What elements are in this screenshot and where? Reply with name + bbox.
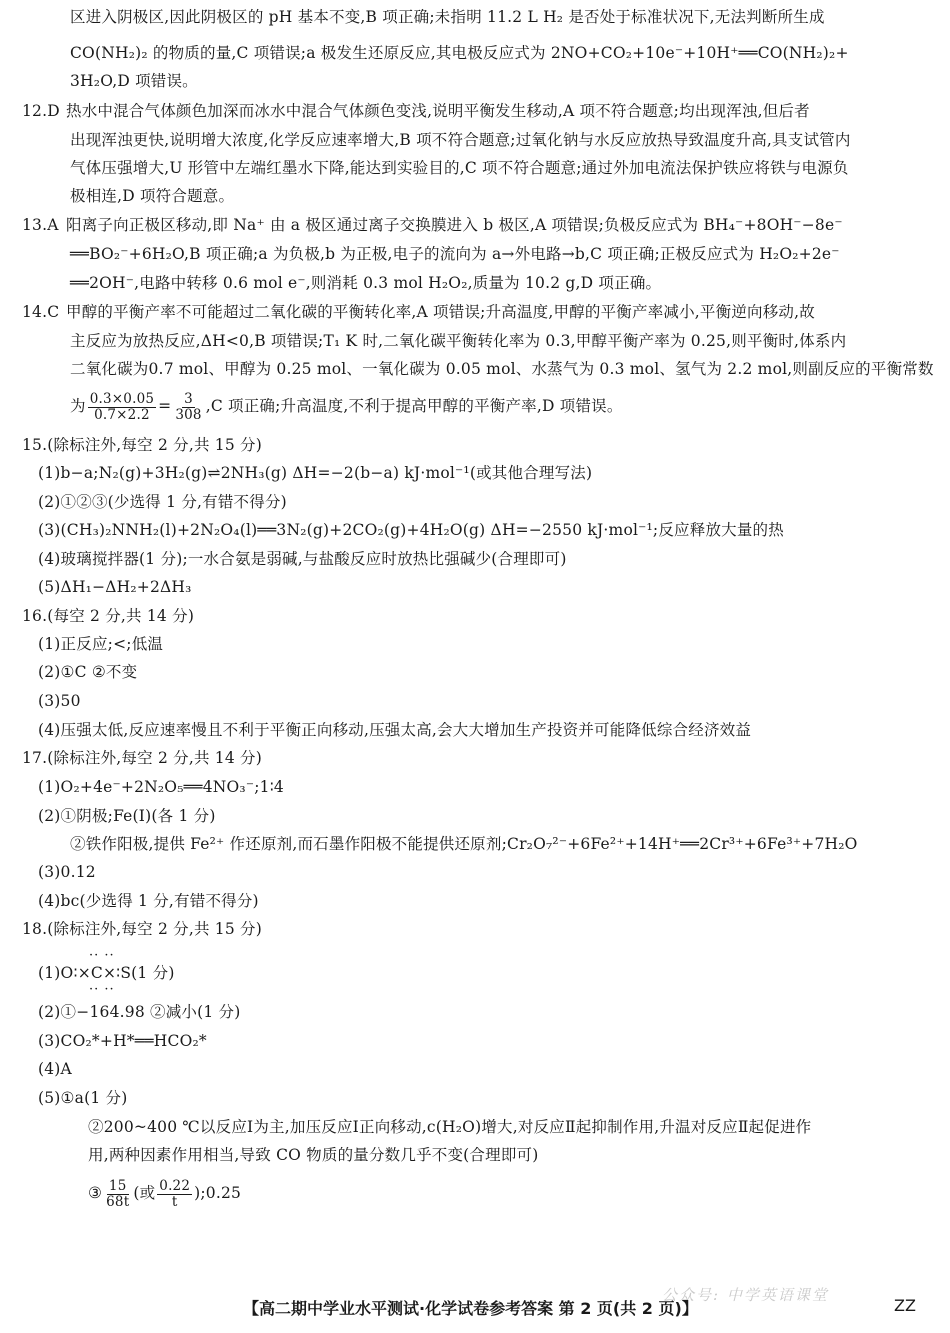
page-footer: 【高二期中学业水平测试·化学试卷参考答案 第 2 页(共 2 页)】 <box>243 1299 698 1318</box>
text-fragment: (或 <box>133 1184 156 1202</box>
text-line: 出现浑浊更快,说明增大浓度,化学反应速率增大,B 项不符合题意;过氧化钠与水反应放热导致温度升高,具支试管内 <box>70 131 851 149</box>
text-line: ══2OH⁻,电路中转移 0.6 mol e⁻,则消耗 0.3 mol H₂O₂,质量为 10.2 g,D 项正确。 <box>70 274 662 292</box>
answer-number: 14.C <box>22 303 60 321</box>
text-line: (4)玻璃搅拌器(1 分);一水合氨是弱碱,与盐酸反应时放热比强碱少(合理即可) <box>38 550 567 568</box>
fraction-numerator: 0.3×0.05 <box>89 390 155 407</box>
fraction <box>104 1179 131 1210</box>
text-fragment: ,C 项正确;升高温度,不利于提高甲醇的平衡产率,D 项错误。 <box>205 397 623 415</box>
text-line: (4)压强太低,反应速率慢且不利于平衡正向移动,压强太高,会大大增加生产投资并可能降低综合经济效益 <box>38 721 752 739</box>
text-line: (3)0.12 <box>38 863 96 881</box>
text-line: (1)O∶×C×∶S(1 分) <box>38 964 175 982</box>
fraction-line <box>88 1176 241 1210</box>
fraction-denominator: t <box>171 1193 178 1210</box>
text-line: (2)①C ②不变 <box>38 663 138 681</box>
text-line: 3H₂O,D 项错误。 <box>70 72 198 90</box>
text-line: (2)①−164.98 ②减小(1 分) <box>38 1003 241 1021</box>
text-line: (1)O₂+4e⁻+2N₂O₅══4NO₃⁻;1∶4 <box>38 778 284 796</box>
fraction-numerator: 3 <box>184 390 193 407</box>
text-line: (4)bc(少选得 1 分,有错不得分) <box>38 892 259 910</box>
text-line: ②铁作阳极,提供 Fe²⁺ 作还原剂,而石墨作阳极不能提供还原剂;Cr₂O₇²⁻+6Fe²⁺+14H⁺══2Cr³⁺+6Fe³⁺+7H₂O <box>70 835 858 853</box>
fraction <box>157 1179 192 1210</box>
electron-dots-top: ·· ·· <box>89 948 115 963</box>
fraction-numerator: 0.22 <box>159 1177 191 1194</box>
answer-number: 12.D <box>22 102 60 120</box>
text-line: 极相连,D 项符合题意。 <box>70 187 235 205</box>
fraction-line <box>70 390 623 423</box>
equals-sign: = <box>158 397 172 415</box>
answer-number: 13.A <box>22 216 59 234</box>
text-fragment: 为 <box>70 397 86 415</box>
fraction <box>88 392 156 423</box>
text-line: 区进入阴极区,因此阴极区的 pH 基本不变,B 项正确;未指明 11.2 L H₂ 是否处于标准状况下,无法判断所生成 <box>70 8 825 26</box>
question-13 <box>22 214 843 236</box>
text-line: (3)50 <box>38 692 81 710</box>
text-line: (3)(CH₃)₂NNH₂(l)+2N₂O₄(l)══3N₂(g)+2CO₂(g)+4H₂O(g) ΔH=−2550 kJ·mol⁻¹;反应释放大量的热 <box>38 521 784 539</box>
fraction-denominator: 308 <box>175 406 202 423</box>
text-line: (5)ΔH₁−ΔH₂+2ΔH₃ <box>38 578 192 596</box>
fraction-numerator: 15 <box>108 1177 127 1194</box>
text-line: (5)①a(1 分) <box>38 1089 128 1107</box>
text-line: (4)A <box>38 1060 72 1078</box>
text-fragment: ③ <box>88 1184 103 1202</box>
text-line: (2)①②③(少选得 1 分,有错不得分) <box>38 493 287 511</box>
text-line: 气体压强增大,U 形管中左端红墨水下降,能达到实验目的,C 项不符合题意;通过外加电流法保护铁应将铁与电源负 <box>70 159 849 177</box>
text-line: 热水中混合气体颜色加深而冰水中混合气体颜色变浅,说明平衡发生移动,A 项不符合题意;均出现浑浊,但后者 <box>66 102 810 120</box>
text-line: 甲醇的平衡产率不可能超过二氧化碳的平衡转化率,A 项错误;升高温度,甲醇的平衡产率减小,平衡逆向移动,故 <box>66 303 815 321</box>
text-line: 阳离子向正极区移动,即 Na⁺ 由 a 极区通过离子交换膜进入 b 极区,A 项错误;负极反应式为 BH₄⁻+8OH⁻−8e⁻ <box>66 216 843 234</box>
watermark: 公众号: 中学英语课堂 <box>662 1286 829 1304</box>
fraction <box>173 392 203 423</box>
section-heading: 17.(除标注外,每空 2 分,共 14 分) <box>22 749 262 767</box>
question-12 <box>22 100 810 122</box>
text-line: (3)CO₂*+H*══HCO₂* <box>38 1032 207 1050</box>
section-heading: 18.(除标注外,每空 2 分,共 15 分) <box>22 920 262 938</box>
text-fragment: );0.25 <box>194 1184 242 1202</box>
text-line: 二氧化碳为0.7 mol、甲醇为 0.25 mol、一氧化碳为 0.05 mol、水蒸气为 0.3 mol、氢气为 2.2 mol,则副反应的平衡常数 <box>70 360 934 378</box>
text-line: (1)正反应;<;低温 <box>38 635 164 653</box>
text-line: 用,两种因素作用相当,导致 CO 物质的量分数几乎不变(合理即可) <box>88 1146 539 1164</box>
section-heading: 15.(除标注外,每空 2 分,共 15 分) <box>22 436 262 454</box>
footer-code: ZZ <box>894 1296 916 1315</box>
text-line: 主反应为放热反应,ΔH<0,B 项错误;T₁ K 时,二氧化碳平衡转化率为 0.3,甲醇平衡产率为 0.25,则平衡时,体系内 <box>70 332 847 350</box>
section-heading: 16.(每空 2 分,共 14 分) <box>22 607 195 625</box>
text-line: ②200~400 ℃以反应Ⅰ为主,加压反应Ⅰ正向移动,c(H₂O)增大,对反应Ⅱ起抑制作用,升温对反应Ⅱ起促进作 <box>88 1118 812 1136</box>
text-line: (2)①阴极;Fe(Ⅰ)(各 1 分) <box>38 807 216 825</box>
text-line: ══BO₂⁻+6H₂O,B 项正确;a 为负极,b 为正极,电子的流向为 a→外电路→b,C 项正确;正极反应式为 H₂O₂+2e⁻ <box>70 245 840 263</box>
electron-dots-bottom: ·· ·· <box>89 982 115 997</box>
text-line: (1)b−a;N₂(g)+3H₂(g)⇌2NH₃(g) ΔH=−2(b−a) kJ·mol⁻¹(或其他合理写法) <box>38 464 593 482</box>
fraction-denominator: 0.7×2.2 <box>94 406 150 423</box>
text-line: CO(NH₂)₂ 的物质的量,C 项错误;a 极发生还原反应,其电极反应式为 2NO+CO₂+10e⁻+10H⁺══CO(NH₂)₂+ <box>70 44 849 62</box>
question-14 <box>22 301 815 323</box>
fraction-denominator: 68t <box>106 1193 130 1210</box>
